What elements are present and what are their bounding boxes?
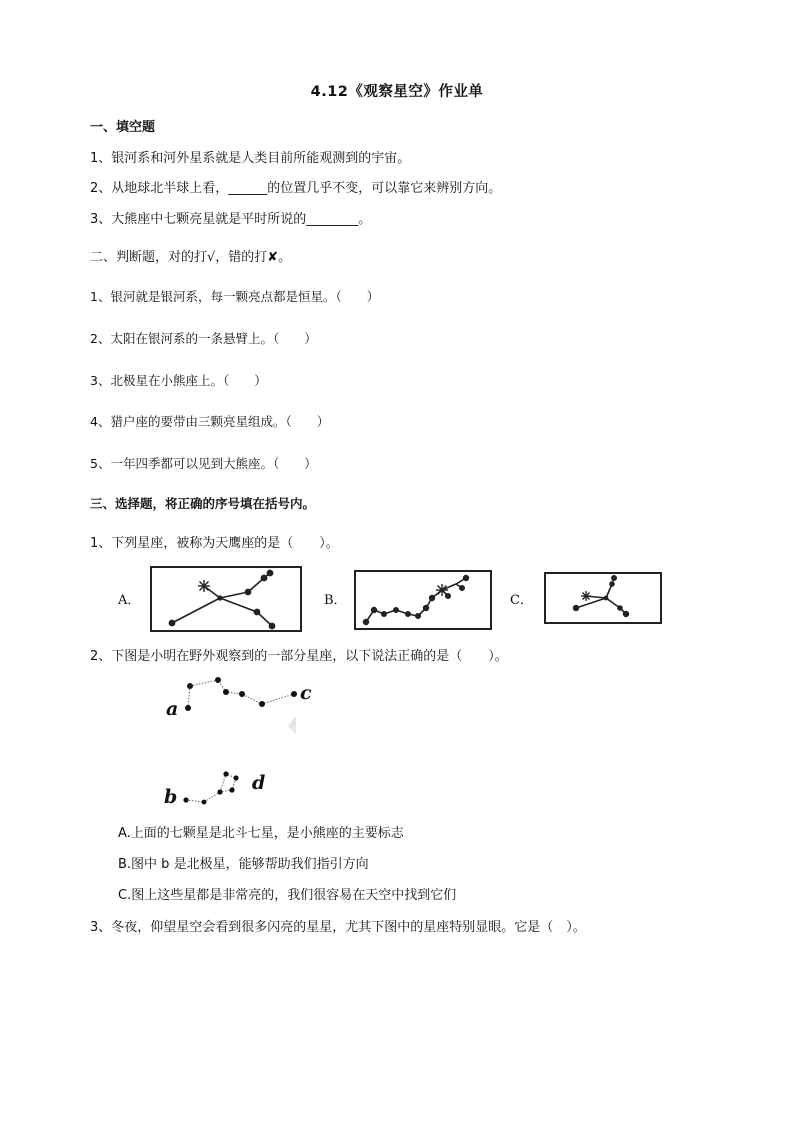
constellation-option-b-figure [354, 570, 492, 630]
option-b-label: B． [324, 593, 347, 608]
section2-question-1: 1、银河就是银河系，每一颗亮点都是恒星。（ ） [90, 289, 380, 304]
star-label-a: a [166, 698, 179, 720]
section3-question-1: 1、下列星座，被称为天鹰座的是（ ）。 [90, 536, 339, 551]
section2-question-5: 5、一年四季都可以见到大熊座。（ ） [90, 456, 317, 471]
option-a-label: A． [118, 593, 141, 608]
section1-heading: 一、填空题 [90, 120, 156, 135]
section1-question-2: 2、从地球北半球上看，______的位置几乎不变，可以靠它来辨别方向。 [90, 181, 502, 196]
section3-question-3: 3、冬夜，仰望星空会看到很多闪亮的星星，尤其下图中的星座特别显眼。它是（ ）。 [90, 920, 586, 935]
section2-question-2: 2、太阳在银河系的一条悬臂上。（ ） [90, 331, 317, 346]
star-label-d: d [252, 772, 266, 794]
section2-question-4: 4、猎户座的要带由三颗亮星组成。（ ） [90, 414, 330, 429]
section3-heading: 三、选择题，将正确的序号填在括号内。 [90, 496, 316, 511]
q2-option-a: A.上面的七颗星是北斗七星，是小熊座的主要标志 [118, 826, 404, 841]
constellation-option-c-figure [544, 572, 662, 624]
page-title: 4.12《观察星空》作业单 [310, 84, 484, 100]
big-dipper-figure [160, 668, 330, 818]
q2-option-c: C.图上这些星都是非常亮的，我们很容易在天空中找到它们 [118, 888, 457, 903]
q2-option-b: B.图中 b 是北极星，能够帮助我们指引方向 [118, 857, 369, 872]
option-c-label: C． [510, 593, 533, 608]
star-label-b: b [164, 786, 178, 808]
section3-question-2: 2、下图是小明在野外观察到的一部分星座，以下说法正确的是（ ）。 [90, 649, 508, 664]
section1-question-1: 1、银河系和河外星系就是人类目前所能观测到的宇宙。 [90, 151, 411, 166]
section1-question-3: 3、大熊座中七颗亮星就是平时所说的________。 [90, 212, 372, 227]
star-label-c: c [300, 682, 312, 704]
section2-question-3: 3、北极星在小熊座上。（ ） [90, 373, 267, 388]
section2-heading: 二、判断题，对的打√，错的打✘。 [90, 250, 292, 265]
constellation-option-a-figure [150, 566, 302, 632]
